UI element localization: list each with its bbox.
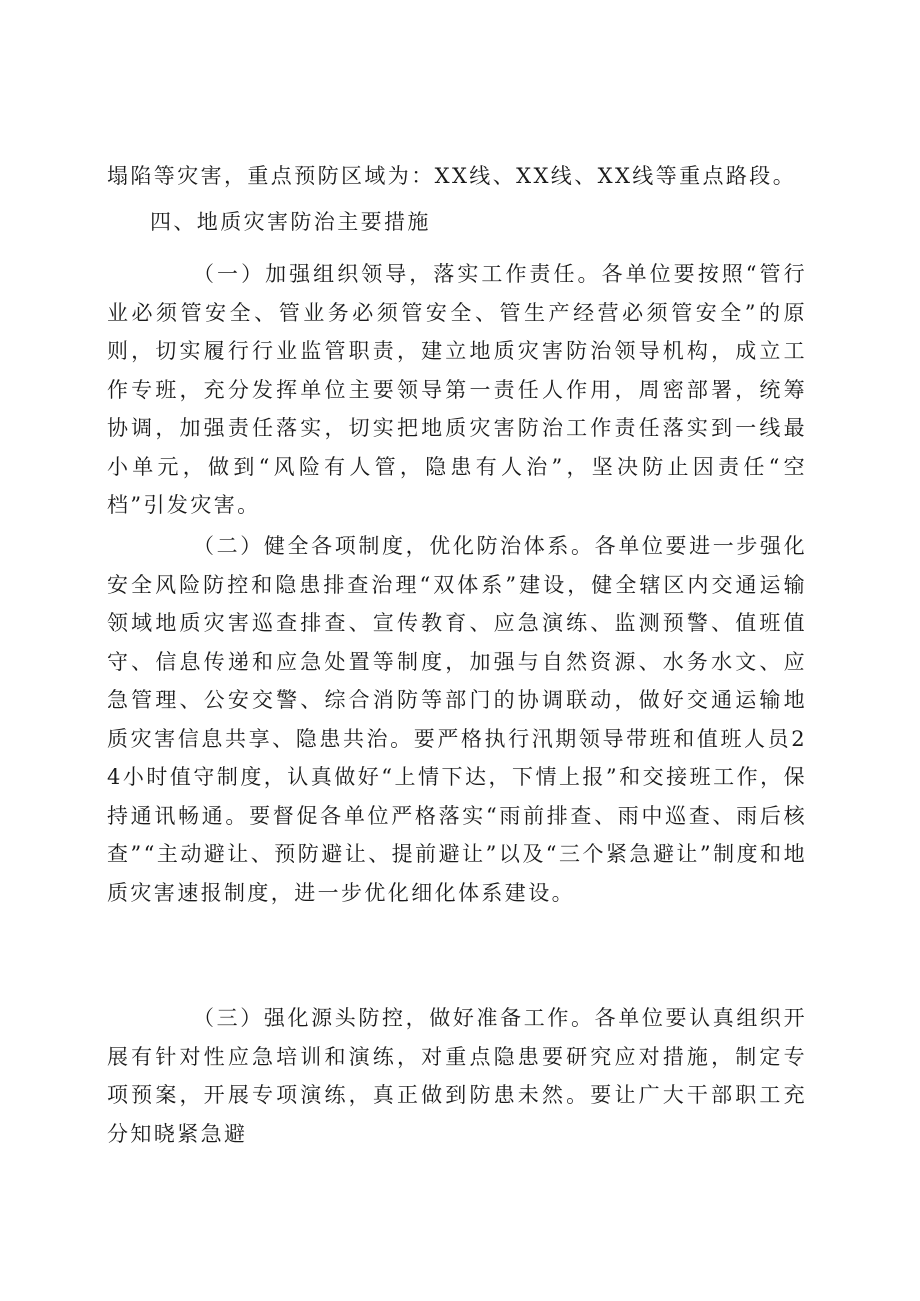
paragraph-source-prevention: （三）强化源头防控，做好准备工作。各单位要认真组织开展有针对性应急培训和演练，对重点隐患要研究应对措施，制定专项预案，开展专项演练，真正做到防患未然。要让广大干部职工充分知晓紧急避 (107, 1006, 807, 1146)
section-heading: 四、地质灾害防治主要措施 (150, 210, 431, 234)
paragraph-organization-leadership: （一）加强组织领导，落实工作责任。各单位要按照“管行业必须管安全、管业务必须管安全、管生产经营必须管安全”的原则，切实履行行业监管职责，建立地质灾害防治领导机构，成立工作专班，充分发挥单位主要领导第一责任人作用，周密部署，统筹协调，加强责任落实，切实把地质灾害防治工作责任落实到一线最小单元，做到“风险有人管，隐患有人治”，坚决防止因责任“空档”引发灾害。 (107, 262, 807, 517)
continuation-line: 塌陷等灾害，重点预防区域为：XX线、XX线、XX线等重点路段。 (107, 164, 797, 188)
paragraph-improve-systems: （二）健全各项制度，优化防治体系。各单位要进一步强化安全风险防控和隐患排查治理“双体系”建设，健全辖区内交通运输领域地质灾害巡查排查、宣传教育、应急演练、监测预警、值班值守、信息传递和应急处置等制度，加强与自然资源、水务水文、应急管理、公安交警、综合消防等部门的协调联动，做好交通运输地质灾害信息共享、隐患共治。要严格执行汛期领导带班和值班人员24小时值守制度，认真做好“上情下达，下情上报”和交接班工作，保持通讯畅通。要督促各单位严格落实“雨前排查、雨中巡查、雨后核查”“主动避让、预防避让、提前避让”以及“三个紧急避让”制度和地质灾害速报制度，进一步优化细化体系建设。 (107, 534, 807, 905)
